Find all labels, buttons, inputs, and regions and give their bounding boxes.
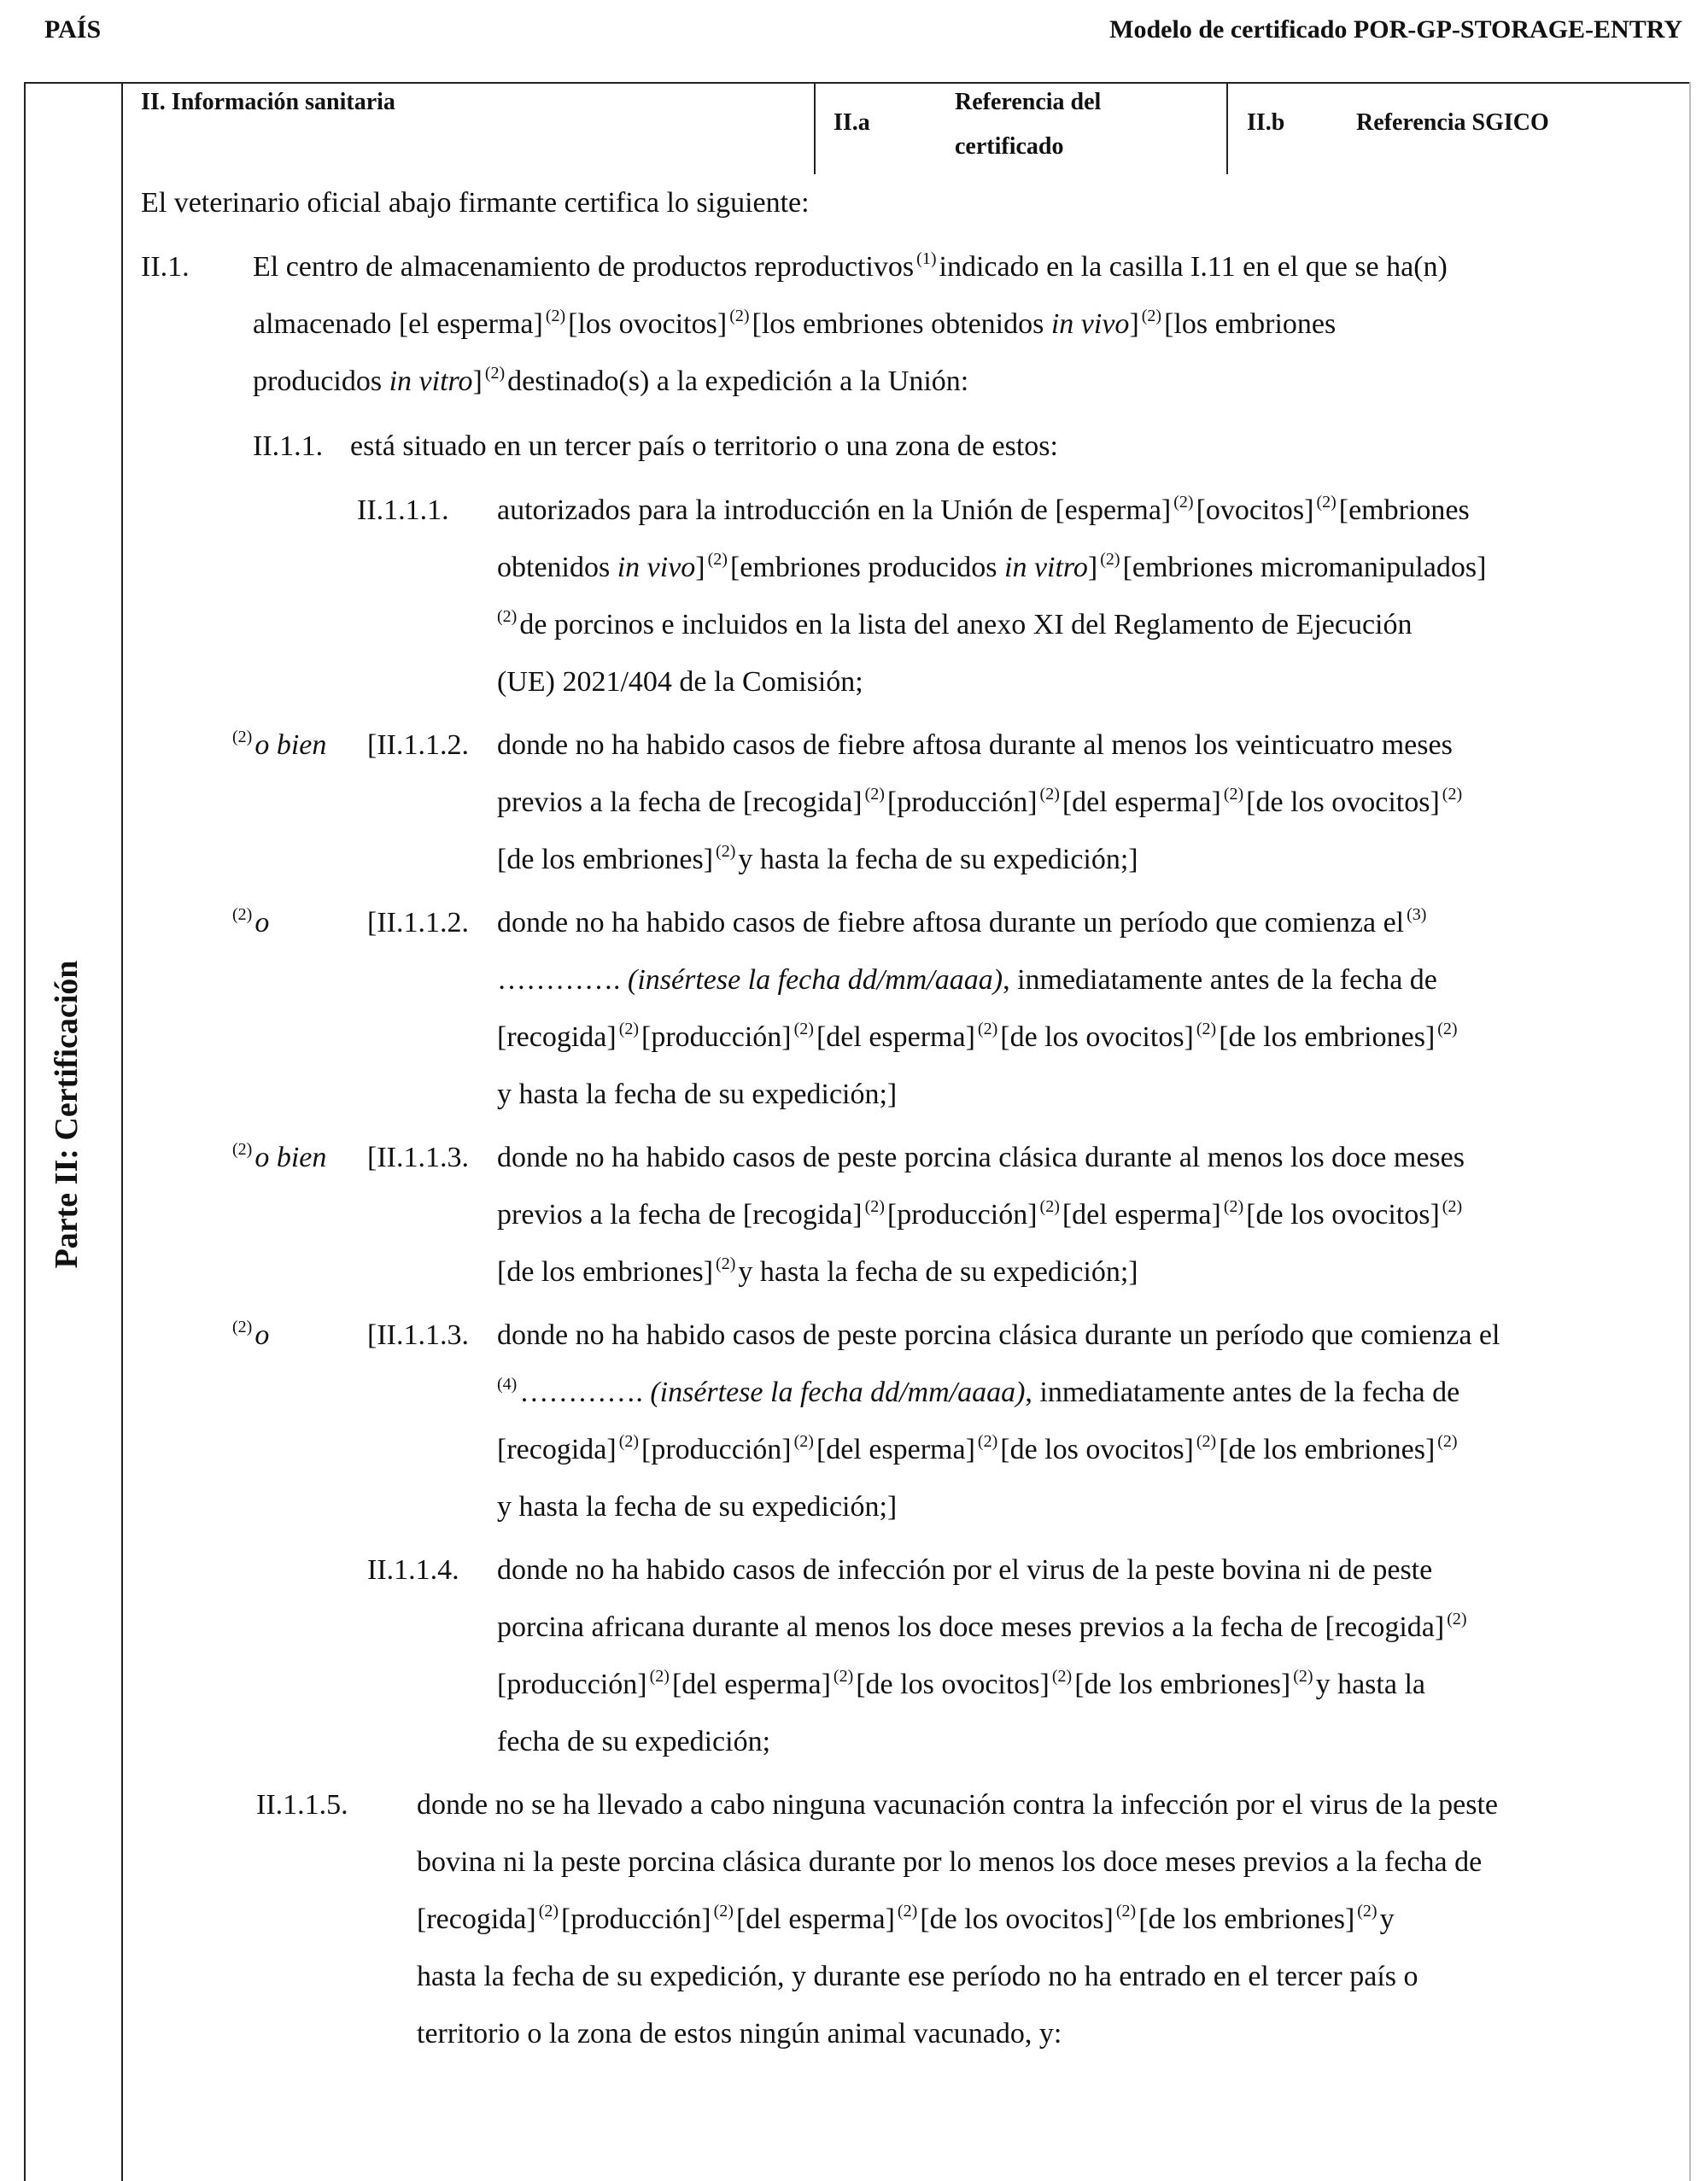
ii112a-line2: previos a la fecha de [recogida] $^{(2)}$[producción] $^{(2)}$[del esperma] $^{(2)}$[de los ovocitos] $^{(2)}$ [497,785,1463,818]
country-label: PAÍS [44,15,102,44]
ii113a-line3: [de los embriones] $^{(2)}$y hasta la fecha de su expedición;] [497,1254,1138,1288]
box-divider-2 [1226,82,1228,174]
ii115-line5: territorio o la zona de estos ningún animal vacunado, y: [417,2018,1062,2049]
ii111-line2: obtenidos in vivo] $^{(2)}$[embriones producidos in vitro] $^{(2)}$[embriones micromanipulados] [497,550,1487,583]
ii111-number: II.1.1.1. [357,494,449,526]
ii114-number: II.1.1.4. [367,1554,459,1586]
iib-label: II.b [1247,109,1285,136]
ii1-number: II.1. [141,251,190,283]
ii114-line3: [producción] $^{(2)}$[del esperma] $^{(2)}$[de los ovocitos] $^{(2)}$[de los embriones] $^{(2)}$y hasta la [497,1667,1425,1700]
ii112a-line3: [de los embriones] $^{(2)}$y hasta la fecha de su expedición;] [497,842,1138,875]
ii113b-number: [II.1.1.3. [367,1319,469,1351]
option-marker-o-1: $^{(2)}$o [232,905,270,938]
frame-top [24,82,1691,84]
ii114-line2: porcina africana durante al menos los doce meses previos a la fecha de [recogida] $^{(2)}$ [497,1610,1467,1643]
ii113a-number: [II.1.1.3. [367,1142,469,1173]
ii115-line4: hasta la fecha de su expedición, y durante ese período no ha entrado en el tercer país o [417,1961,1418,1992]
ii113a-line2: previos a la fecha de [recogida] $^{(2)}$[producción] $^{(2)}$[del esperma] $^{(2)}$[de los ovocitos] $^{(2)}$ [497,1197,1463,1231]
frame-left [24,82,26,2181]
box-divider-1 [814,82,816,174]
certificate-model: Modelo de certificado POR-GP-STORAGE-ENTRY [1109,15,1682,44]
ii112a-line1: donde no ha habido casos de fiebre aftosa durante al menos los veinticuatro meses [497,729,1453,761]
ii111-line4: (UE) 2021/404 de la Comisión; [497,666,863,698]
ii1-line2: almacenado [el esperma] $^{(2)}$[los ovocitos] $^{(2)}$[los embriones obtenidos in vivo] $^{(2)}$[los embriones [253,307,1337,340]
ii114-line4: fecha de su expedición; [497,1726,771,1757]
ii112b-line1: donde no ha habido casos de fiebre aftosa durante un período que comienza el $^{(3)}$ [497,905,1427,938]
ii113b-line1: donde no ha habido casos de peste porcina clásica durante un período que comienza el [497,1319,1500,1351]
ii113a-line1: donde no ha habido casos de peste porcina clásica durante al menos los doce meses [497,1142,1465,1173]
iib-text: Referencia SGICO [1356,109,1549,136]
option-marker-o-2: $^{(2)}$o [232,1318,270,1351]
ii115-line2: bovina ni la peste porcina clásica durante por lo menos los doce meses previos a la fecha de [417,1846,1483,1878]
ii112b-line4: y hasta la fecha de su expedición;] [497,1079,898,1110]
iia-text-2: certificado [955,133,1064,160]
ii112b-line2: …………. (insértese la fecha dd/mm/aaaa), inmediatamente antes de la fecha de [497,964,1437,996]
ii112b-line3: [recogida] $^{(2)}$[producción] $^{(2)}$[del esperma] $^{(2)}$[de los ovocitos] $^{(2)}$[de los embriones] $^{(2)}$ [497,1020,1458,1053]
side-label: Parte II: Certificación [49,960,85,1269]
section-title: II. Información sanitaria [141,89,395,115]
intro-text: El veterinario oficial abajo firmante certifica lo siguiente: [141,187,810,219]
iia-text-1: Referencia del [955,89,1102,115]
ii111-line3: $^{(2)}$de porcinos e incluidos en la lista del anexo XI del Reglamento de Ejecución [497,607,1413,640]
ii112b-number: [II.1.1.2. [367,907,469,938]
ii115-line3: [recogida] $^{(2)}$[producción] $^{(2)}$[del esperma] $^{(2)}$[de los ovocitos] $^{(2)}$[de los embriones] $^{(2)}$y [417,1902,1395,1935]
ii113b-line2: $^{(4)}$…………. (insértese la fecha dd/mm/aaaa), inmediatamente antes de la fecha de [497,1375,1460,1408]
ii113b-line4: y hasta la fecha de su expedición;] [497,1491,898,1523]
option-marker-obien-1: $^{(2)}$o bien [232,728,327,761]
ii111-line1: autorizados para la introducción en la Unión de [esperma] $^{(2)}$[ovocitos] $^{(2)}$[embriones [497,493,1470,526]
ii113b-line3: [recogida] $^{(2)}$[producción] $^{(2)}$[del esperma] $^{(2)}$[de los ovocitos] $^{(2)}$[de los embriones] $^{(2)}$ [497,1432,1458,1465]
frame-inner-left [121,82,123,2181]
iia-label: II.a [834,109,870,136]
ii1-line3: producidos in vitro] $^{(2)}$destinado(s) a la expedición a la Unión: [253,364,969,397]
ii11-number: II.1.1. [253,430,324,462]
ii115-number: II.1.1.5. [256,1789,348,1821]
frame-right [1689,82,1691,2181]
ii112a-number: [II.1.1.2. [367,729,469,761]
option-marker-obien-2: $^{(2)}$o bien [232,1140,327,1173]
ii1-line1: El centro de almacenamiento de productos reproductivos $^{(1)}$indicado en la casilla I.11 en el que se ha(n) [253,249,1448,283]
ii114-line1: donde no ha habido casos de infección por el virus de la peste bovina ni de peste [497,1554,1433,1586]
ii115-line1: donde no se ha llevado a cabo ninguna vacunación contra la infección por el virus de la peste [417,1789,1499,1821]
ii11-text: está situado en un tercer país o territorio o una zona de estos: [350,430,1058,462]
